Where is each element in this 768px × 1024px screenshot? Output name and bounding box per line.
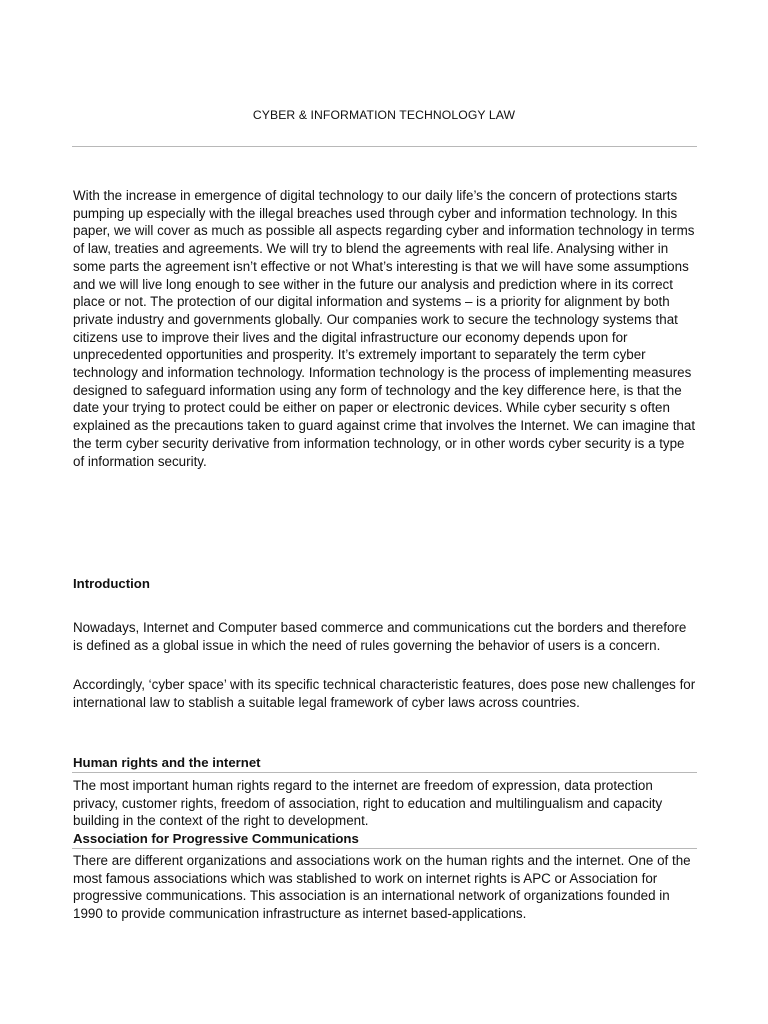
introduction-paragraph-1: Nowadays, Internet and Computer based commerce and communications cut the borders and therefore is defined as a global issue in which the need of rules governing the behavior of users is a concern.	[73, 620, 687, 653]
document-title: CYBER & INFORMATION TECHNOLOGY LAW	[252, 108, 516, 122]
apc-paragraph: There are different organizations and associations work on the human rights and the internet. One of the most famous associations which was stablished to work on internet rights is APC or Association for progressive communications. This association is an international network of organizations founded in 1990 to provide communication infrastructure as internet based-applications.	[73, 853, 691, 922]
section-divider-human-rights	[72, 772, 697, 773]
section-heading-introduction: Introduction	[73, 576, 150, 591]
section-divider-apc	[72, 848, 697, 849]
introduction-paragraph-2: Accordingly, ‘cyber space’ with its specific technical characteristic features, does pose new challenges for international law to stablish a suitable legal framework of cyber laws across countries.	[73, 677, 696, 710]
abstract-paragraph: With the increase in emergence of digital technology to our daily life’s the concern of protections starts pumping up especially with the illegal breaches used through cyber and information technology. In this paper, we will cover as much as possible all aspects regarding cyber and information technology in terms of law, treaties and agreements. We will try to blend the agreements with real life. Analysing wither in some parts the agreement isn’t effective or not What’s interesting is that we will have some assumptions and we will live long enough to see wither in the future our analysis and prediction where in its correct place or not. The protection of our digital information and systems – is a priority for alignment by both private industry and governments globally. Our companies work to secure the technology systems that citizens use to improve their lives and the digital infrastructure our economy depends upon for unprecedented opportunities and prosperity. It’s extremely important to separately the term cyber technology and information technology. Information technology is the process of implementing measures designed to safeguard information using any form of technology and the key difference here, is that the date your trying to protect could be either on paper or electronic devices. While cyber security s often explained as the precautions taken to guard against crime that involves the Internet. We can imagine that the term cyber security derivative from information technology, or in other words cyber security is a type of information security.	[73, 188, 696, 469]
title-divider	[72, 146, 697, 147]
section-heading-human-rights: Human rights and the internet	[73, 755, 261, 770]
human-rights-paragraph: The most important human rights regard to the internet are freedom of expression, data protection privacy, customer rights, freedom of association, right to education and multilingualism and capacity building in the context of the right to development.	[73, 778, 663, 829]
section-heading-apc: Association for Progressive Communications	[73, 831, 359, 846]
